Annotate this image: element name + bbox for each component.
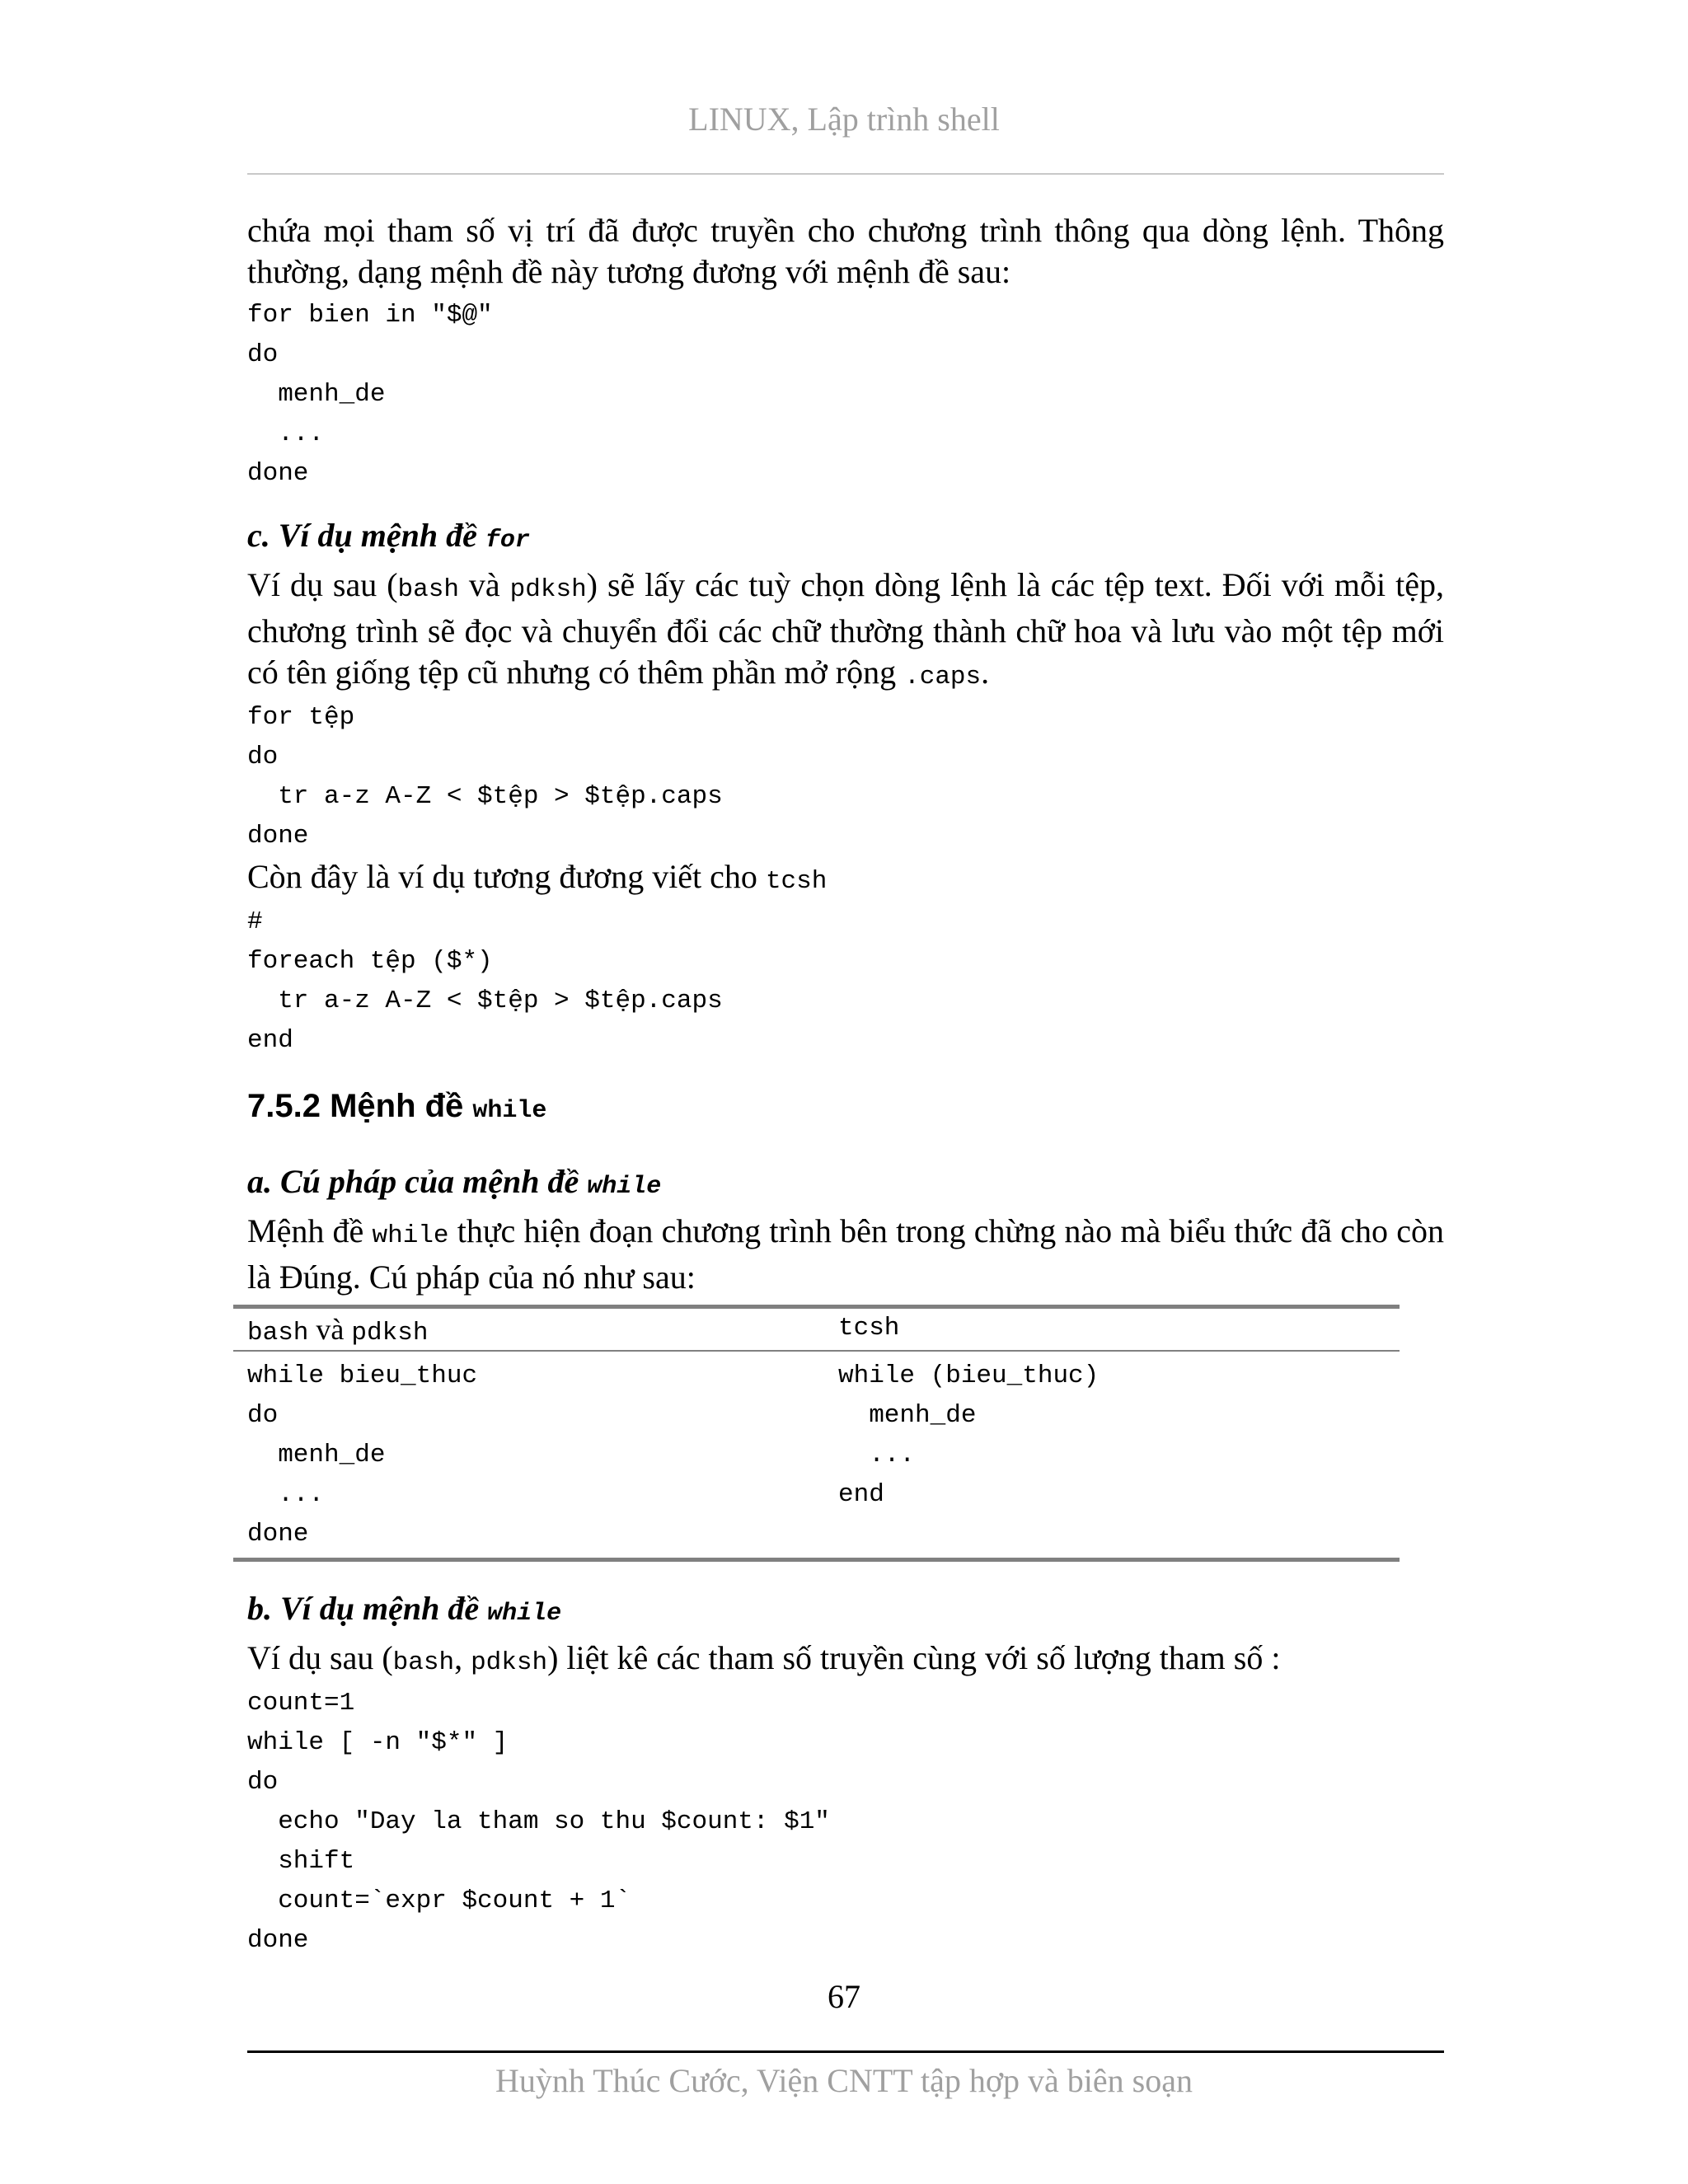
page-content <box>247 210 1444 1961</box>
header-code: pdksh <box>351 1319 429 1347</box>
code-line: do <box>247 743 279 771</box>
code-line: ... <box>247 1480 325 1509</box>
inline-code: pdksh <box>471 1648 548 1677</box>
running-header: LINUX, Lập trình shell <box>688 101 1000 138</box>
code-line: for tệp <box>247 703 355 732</box>
section-c-paragraph-2 <box>247 856 1444 902</box>
table-header-row <box>233 1307 1400 1352</box>
header-text: và <box>308 1313 352 1346</box>
code-line: end <box>838 1480 884 1509</box>
code-line: tr a-z A-Z < $tệp > $tệp.caps <box>247 782 723 811</box>
inline-code: .caps <box>904 663 982 691</box>
code-line: end <box>247 1026 293 1055</box>
running-footer: Huỳnh Thúc Cước, Viện CNTT tập hợp và biên soạn <box>495 2062 1193 2099</box>
code-line: count=1 <box>247 1689 355 1718</box>
section-b-code-block <box>247 1684 1444 1961</box>
text-run: Ví dụ sau ( <box>247 566 398 603</box>
header-code: bash <box>247 1319 309 1347</box>
section-heading-752 <box>247 1084 1444 1133</box>
code-line: menh_de <box>247 1441 386 1469</box>
code-line: foreach tệp ($*) <box>247 947 493 976</box>
table-cell-tcsh-code <box>824 1351 1400 1560</box>
heading-code: while <box>487 1600 562 1628</box>
code-line: while [ -n "$*" ] <box>247 1728 509 1757</box>
code-line: count=`expr $count + 1` <box>247 1886 631 1915</box>
code-line: done <box>247 1926 309 1955</box>
code-line: done <box>247 1520 309 1549</box>
text-run: . <box>981 654 990 691</box>
text-run: , <box>454 1639 471 1676</box>
inline-code: pdksh <box>509 575 587 604</box>
code-line: done <box>247 822 309 851</box>
heading-code: while <box>472 1097 547 1125</box>
heading-text: c. Ví dụ mệnh đề <box>247 517 485 554</box>
code-line: shift <box>247 1847 355 1876</box>
text-run: Ví dụ sau ( <box>247 1639 393 1676</box>
code-line: # <box>247 907 263 936</box>
section-c-paragraph <box>247 565 1444 698</box>
syntax-table <box>233 1305 1400 1562</box>
text-run: ) sẽ lấy các tuỳ chọn dòng lệnh là các tệp text. Đối với mỗi tệp, chương trình sẽ đọc và chuyển đổi các chữ thường thành chữ hoa và lưu vào một tệp mới có tên giống tệp cũ nhưng có thêm phần mở rộng <box>247 566 1444 691</box>
table-header-bash <box>233 1307 824 1352</box>
section-c-code-block-2 <box>247 902 1444 1061</box>
code-line: do <box>247 340 279 369</box>
section-heading-b <box>247 1586 1444 1636</box>
footer-rule <box>247 2050 1444 2053</box>
section-heading-c <box>247 513 1444 563</box>
code-line: done <box>247 459 309 488</box>
heading-text: b. Ví dụ mệnh đề <box>247 1590 488 1627</box>
inline-code: bash <box>397 575 459 604</box>
table-cell-bash-code <box>233 1351 824 1560</box>
text-run: ) liệt kê các tham số truyền cùng với số lượng tham số : <box>547 1639 1281 1676</box>
intro-code-block <box>247 296 1444 494</box>
section-c-code-block-1 <box>247 698 1444 856</box>
code-line: ... <box>247 419 325 448</box>
table-row <box>233 1351 1400 1560</box>
code-line: do <box>247 1401 279 1430</box>
section-b-paragraph <box>247 1638 1444 1684</box>
header-rule <box>247 173 1444 175</box>
heading-code: for <box>485 527 530 555</box>
code-line: tr a-z A-Z < $tệp > $tệp.caps <box>247 987 723 1015</box>
text-run: Còn đây là ví dụ tương đương viết cho <box>247 858 766 895</box>
section-a-paragraph <box>247 1211 1444 1298</box>
code-line: menh_de <box>247 380 386 409</box>
header-code: tcsh <box>838 1314 900 1343</box>
heading-text: a. Cú pháp của mệnh đề <box>247 1163 588 1200</box>
text-run: thực hiện đoạn chương trình bên trong chừng nào mà biểu thức đã cho còn là Đúng. Cú pháp của nó như sau: <box>247 1212 1445 1296</box>
text-run: Mệnh đề <box>247 1212 373 1249</box>
section-heading-a <box>247 1160 1444 1209</box>
code-line: for bien in "$@" <box>247 301 493 330</box>
heading-text: 7.5.2 Mệnh đề <box>247 1088 473 1124</box>
inline-code: bash <box>392 1648 455 1677</box>
code-line: ... <box>838 1441 916 1469</box>
intro-paragraph: chứa mọi tham số vị trí đã được truyền cho chương trình thông qua dòng lệnh. Thông thường, dạng mệnh đề này tương đương với mệnh đề sau: <box>247 212 1444 290</box>
code-line: do <box>247 1768 279 1797</box>
inline-code: tcsh <box>765 867 828 896</box>
code-line: echo "Day la tham so thu $count: $1" <box>247 1807 830 1836</box>
text-run: và <box>458 566 510 603</box>
table-header-tcsh <box>824 1307 1400 1352</box>
code-line: menh_de <box>838 1401 977 1430</box>
page-number: 67 <box>828 1978 860 2015</box>
inline-code: while <box>372 1221 449 1250</box>
code-line: while (bieu_thuc) <box>838 1361 1100 1390</box>
heading-code: while <box>587 1173 662 1201</box>
code-line: while bieu_thuc <box>247 1361 478 1390</box>
